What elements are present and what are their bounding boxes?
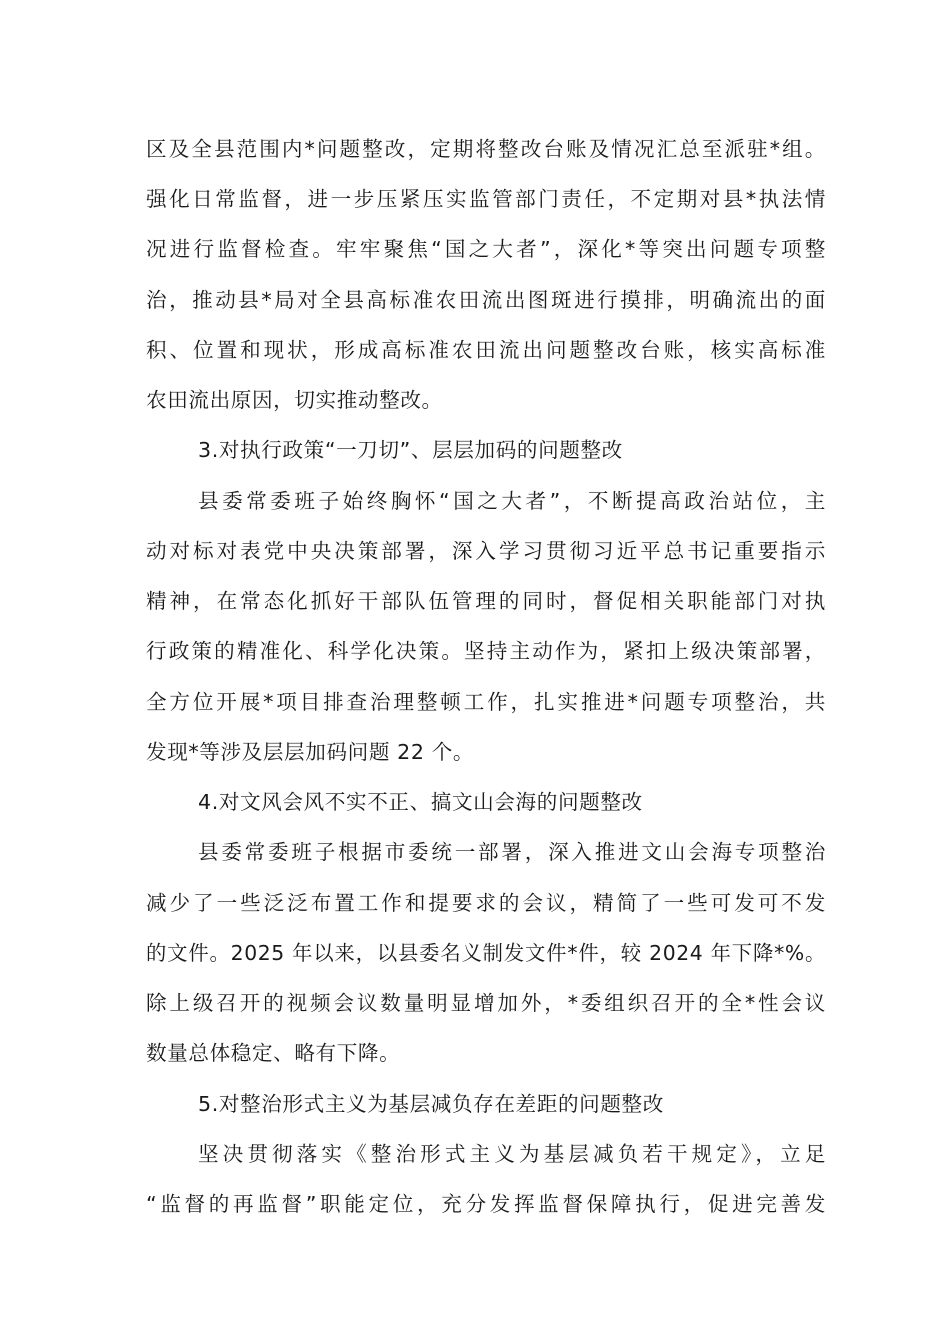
body-text-line: 精神，在常态化抓好干部队伍管理的同时，督促相关职能部门对执 — [146, 589, 826, 613]
body-text-line: 除上级召开的视频会议数量明显增加外，*委组织召开的全*性会议 — [146, 991, 826, 1015]
section-heading-5: 5.对整治形式主义为基层减负存在差距的问题整改 — [198, 1092, 664, 1116]
body-text-line: 的文件。2025 年以来，以县委名义制发文件*件，较 2024 年下降*%。 — [146, 941, 826, 965]
paragraph-first-line: 坚决贯彻落实《整治形式主义为基层减负若干规定》，立足 — [198, 1142, 826, 1166]
body-text-line: 减少了一些泛泛布置工作和提要求的会议，精简了一些可发可不发 — [146, 891, 826, 915]
body-text-line: “监督的再监督”职能定位，充分发挥监督保障执行，促进完善发 — [146, 1192, 826, 1216]
paragraph-first-line: 县委常委班子始终胸怀“国之大者”，不断提高政治站位，主 — [198, 489, 826, 513]
body-text-line: 发现*等涉及层层加码问题 22 个。 — [146, 740, 475, 764]
body-text-line: 治，推动县*局对全县高标准农田流出图斑进行摸排，明确流出的面 — [146, 288, 826, 312]
section-heading-3: 3.对执行政策“一刀切”、层层加码的问题整改 — [198, 438, 623, 462]
body-text-line: 况进行监督检查。牢牢聚焦“国之大者”，深化*等突出问题专项整 — [146, 237, 826, 261]
body-text-line: 数量总体稳定、略有下降。 — [146, 1041, 401, 1065]
body-text-line: 动对标对表党中央决策部署，深入学习贯彻习近平总书记重要指示 — [146, 539, 826, 563]
body-text-line: 行政策的精准化、科学化决策。坚持主动作为，紧扣上级决策部署， — [146, 639, 826, 663]
body-text-line: 强化日常监督，进一步压紧压实监管部门责任，不定期对县*执法情 — [146, 187, 826, 211]
body-text-line: 全方位开展*项目排查治理整顿工作，扎实推进*问题专项整治，共 — [146, 690, 826, 714]
paragraph-first-line: 县委常委班子根据市委统一部署，深入推进文山会海专项整治 — [198, 840, 826, 864]
section-heading-4: 4.对文风会风不实不正、搞文山会海的问题整改 — [198, 790, 643, 814]
body-text-line: 积、位置和现状，形成高标准农田流出问题整改台账，核实高标准 — [146, 338, 826, 362]
body-text-line: 农田流出原因，切实推动整改。 — [146, 388, 443, 412]
body-text-line: 区及全县范围内*问题整改，定期将整改台账及情况汇总至派驻*组。 — [146, 137, 826, 161]
